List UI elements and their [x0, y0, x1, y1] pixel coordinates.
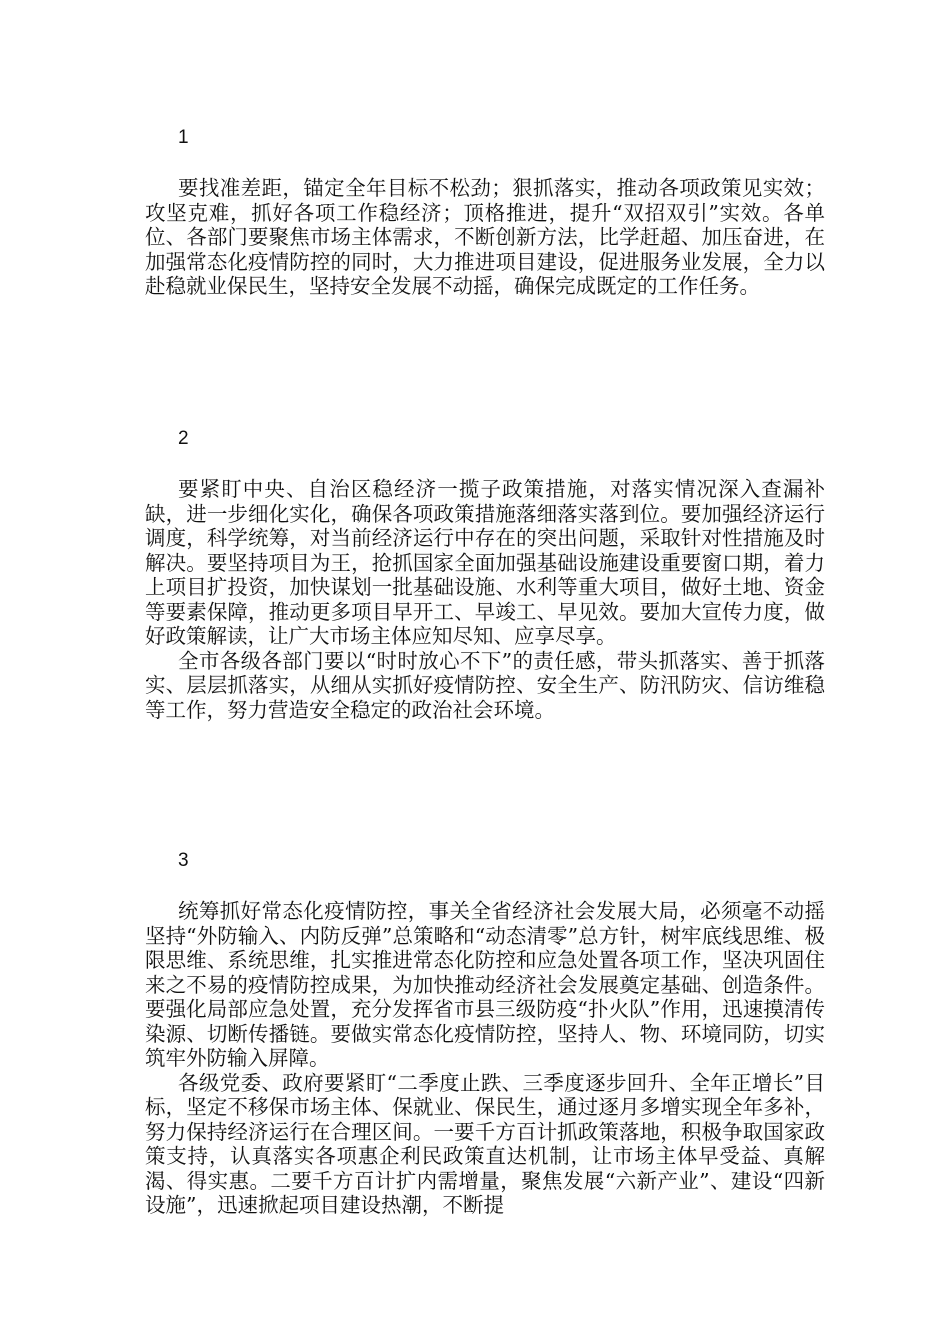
- paragraph: 全市各级各部门要以“时时放心不下”的责任感，带头抓落实、善于抓落实、层层抓落实，从细从实抓好疫情防控、安全生产、防汛防灾、信访维稳等工作，努力营造安全稳定的政治社会环境。: [145, 648, 825, 722]
- paragraph: 要找准差距，锚定全年目标不松劲；狠抓落实，推动各项政策见实效；攻坚克难，抓好各项工作稳经济；顶格推进，提升“双招双引”实效。各单位、各部门要聚焦市场主体需求，不断创新方法，比学赶超、加压奋进，在加强常态化疫情防控的同时，大力推进项目建设，促进服务业发展，全力以赴稳就业保民生，坚持安全发展不动摇，确保完成既定的工作任务。: [145, 176, 825, 298]
- section-2: [145, 427, 825, 722]
- section-number: 2: [178, 428, 189, 449]
- section-number: 3: [178, 850, 189, 871]
- paragraph: 各级党委、政府要紧盯“二季度止跌、三季度逐步回升、全年正增长”目标，坚定不移保市场主体、保就业、保民生，通过逐月多增实现全年多补，努力保持经济运行在合理区间。一要千方百计抓政策落地，积极争取国家政策支持，认真落实各项惠企利民政策直达机制，让市场主体早受益、真解渴、得实惠。二要千方百计扩内需增量，聚焦发展“六新产业”、建设“四新设施”，迅速掀起项目建设热潮，不断提: [145, 1070, 825, 1217]
- paragraph: 要紧盯中央、自治区稳经济一揽子政策措施，对落实情况深入查漏补缺，进一步细化实化，确保各项政策措施落细落实落到位。要加强经济运行调度，科学统筹，对当前经济运行中存在的突出问题，采取针对性措施及时解决。要坚持项目为王，抢抓国家全面加强基础设施建设重要窗口期，着力上项目扩投资，加快谋划一批基础设施、水利等重大项目，做好土地、资金等要素保障，推动更多项目早开工、早竣工、早见效。要加大宣传力度，做好政策解读，让广大市场主体应知尽知、应享尽享。: [145, 477, 825, 648]
- section-3: [145, 849, 825, 1218]
- section-1: [145, 126, 825, 299]
- paragraph: 统筹抓好常态化疫情防控，事关全省经济社会发展大局，必须毫不动摇坚持“外防输入、内防反弹”总策略和“动态清零”总方针，树牢底线思维、极限思维、系统思维，扎实推进常态化防控和应急处置各项工作，坚决巩固住来之不易的疫情防控成果，为加快推动经济社会发展奠定基础、创造条件。要强化局部应急处置，充分发挥省市县三级防疫“扑火队”作用，迅速摸清传染源、切断传播链。要做实常态化疫情防控，坚持人、物、环境同防，切实筑牢外防输入屏障。: [145, 899, 825, 1070]
- section-number: 1: [178, 127, 189, 148]
